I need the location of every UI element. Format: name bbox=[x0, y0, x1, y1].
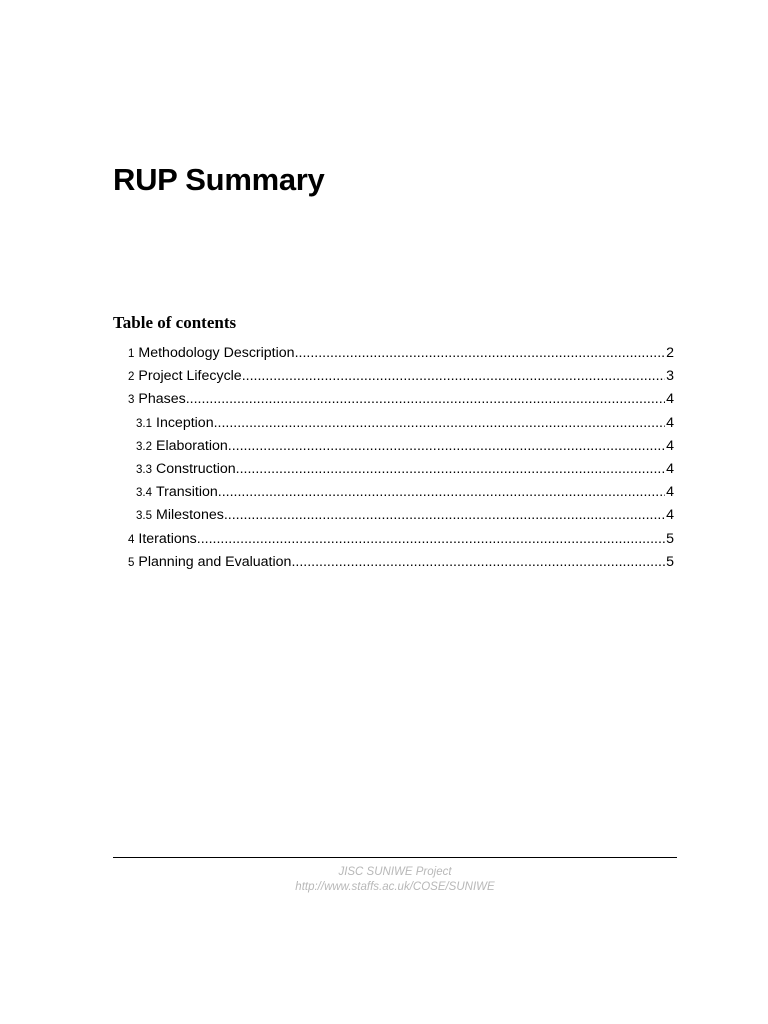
toc-entry-label: Elaboration bbox=[156, 437, 228, 454]
toc-entry-label: Milestones bbox=[156, 507, 224, 524]
toc-entry-page: 4 bbox=[666, 437, 674, 454]
toc-entry[interactable] bbox=[136, 412, 674, 435]
toc-entry-page: 4 bbox=[666, 461, 674, 477]
toc-entry-number: 3.3 bbox=[136, 464, 152, 476]
toc-entry[interactable] bbox=[128, 388, 674, 411]
toc-entry-page: 4 bbox=[666, 507, 674, 524]
toc-entry-number: 2 bbox=[128, 371, 135, 384]
toc-heading: Table of contents bbox=[113, 313, 237, 332]
toc-entry[interactable] bbox=[136, 458, 674, 481]
toc-dot-leader bbox=[291, 551, 665, 574]
toc-dot-leader bbox=[228, 435, 665, 458]
document-title: RUP Summary bbox=[113, 162, 325, 197]
toc-dot-leader bbox=[218, 481, 665, 504]
toc-entry[interactable] bbox=[128, 551, 674, 574]
toc-entry-number: 3.2 bbox=[136, 440, 152, 453]
toc-entry-label: Iterations bbox=[138, 530, 197, 547]
toc-dot-leader bbox=[197, 528, 665, 551]
toc-entry-label: Planning and Evaluation bbox=[138, 553, 292, 570]
toc-entry-number: 4 bbox=[128, 533, 135, 546]
toc-entry-page: 2 bbox=[666, 345, 674, 361]
toc-entry-label: Transition bbox=[156, 484, 218, 501]
footer-project-name: JISC SUNIWE Project bbox=[338, 866, 452, 878]
toc-entry-page: 5 bbox=[666, 530, 674, 547]
toc-entry[interactable] bbox=[128, 528, 674, 551]
toc-entry[interactable] bbox=[136, 435, 674, 458]
toc-entry-number: 1 bbox=[128, 348, 135, 360]
toc-entry-number: 3 bbox=[128, 394, 135, 407]
footer-url: http://www.staffs.ac.uk/COSE/SUNIWE bbox=[295, 881, 495, 893]
toc-entry-label: Methodology Description bbox=[138, 345, 295, 361]
toc-entry-label: Project Lifecycle bbox=[138, 368, 242, 385]
toc-entry-page: 3 bbox=[666, 368, 674, 385]
toc-entry-number: 5 bbox=[128, 556, 135, 569]
toc-entry-number: 3.1 bbox=[136, 417, 152, 430]
footer-divider bbox=[113, 857, 677, 858]
toc-entry-page: 4 bbox=[666, 484, 674, 501]
toc-entry[interactable] bbox=[128, 342, 674, 365]
toc-entry-label: Phases bbox=[138, 391, 186, 408]
toc-entry-page: 5 bbox=[666, 553, 674, 570]
toc-entry[interactable] bbox=[136, 504, 674, 527]
toc-dot-leader bbox=[224, 504, 665, 527]
toc-entry[interactable] bbox=[136, 481, 674, 504]
toc-dot-leader bbox=[295, 342, 666, 365]
toc-dot-leader bbox=[186, 388, 665, 411]
toc-entry-label: Inception bbox=[156, 414, 214, 431]
toc-dot-leader bbox=[236, 458, 665, 481]
toc-entry-label: Construction bbox=[156, 461, 236, 477]
toc-dot-leader bbox=[214, 412, 666, 435]
toc-entry-number: 3.5 bbox=[136, 510, 152, 523]
toc-dot-leader bbox=[242, 365, 665, 388]
toc-entry-page: 4 bbox=[666, 391, 674, 408]
toc-entry-page: 4 bbox=[666, 414, 674, 431]
toc-entry[interactable] bbox=[128, 365, 674, 388]
toc-entry-number: 3.4 bbox=[136, 487, 152, 500]
